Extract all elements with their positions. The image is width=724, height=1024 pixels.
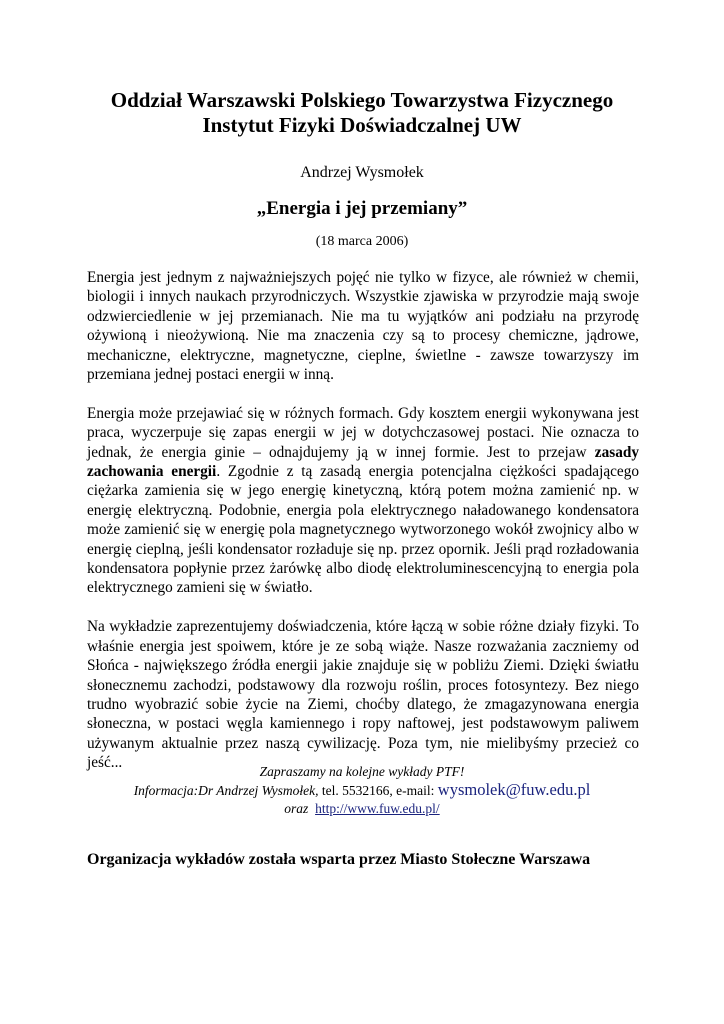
author: Andrzej Wysmołek [300,164,424,181]
header [0,88,724,251]
oraz-label: oraz [284,801,309,816]
lecture-date: (18 marca 2006) [315,234,409,249]
footer-info [0,763,724,818]
lecture-title: „Energia i jej przemiany” [256,198,468,219]
paragraph-2-end: . Zgodnie z tą zasadą energia potencjalna ciężkości spadającego ciężarka zamienia się w jego energię kinetyczną, którą potem można zamienić np. w energię elektryczną. Podobnie, energia pola elektrycznego naładowanego kondensatora może zamienić się w energię pola magnetycznego wytworzonego wokół zwojnicy albo w energię cieplną, jeśli kondensator rozładuje się np. przez opornik. Jeśli prąd rozładowania kondensatora popłynie przez żarówkę albo diodę elektroluminescencyjną to energia pola elektrycznego zamieni się w światło. [87,463,639,597]
invite-line: Zapraszamy na kolejne wykłady PTF! [259,764,465,779]
url-line [0,800,724,818]
org-line-2: Instytut Fizyki Doświadczalnej UW [202,113,522,137]
paragraph-2 [87,404,639,598]
paragraph-2-start: Energia może przejawiać się w różnych formach. Gdy kosztem energii wykonywana jest praca, wyczerpuje się zapas energii w jej w dotychczasowej postaci. Nie oznacza to jednak, że energia ginie – odnajdujemy ją w innej formie. Jest to przejaw [87,404,639,461]
sponsor-note: Organizacja wykładów została wsparta przez Miasto Stołeczne Warszawa [87,851,591,868]
body-text [87,268,639,792]
org-line-1: Oddział Warszawski Polskiego Towarzystwa Fizycznego [110,88,614,112]
website-link[interactable]: http://www.fuw.edu.pl/ [315,801,440,816]
contact-line [0,781,724,800]
email-link[interactable]: wysmolek@fuw.edu.pl [437,780,591,799]
paragraph-2-bold: zasady zachowania energii [87,443,639,481]
phone-text: tel. 5532166, e-mail: [318,783,438,798]
paragraph-3: Na wykładzie zaprezentujemy doświadczenia, które łączą w sobie różne działy fizyki. To właśnie energia jest spoiwem, które je ze sobą wiąże. Nasze rozważania zaczniemy od Słońca - największego źródła energii jakie znajduje się w pobliżu Ziemi. Dzięki światłu słonecznemu zachodzi, podstawowy dla rozwoju roślin, proces fotosyntezy. Bez niego trudno wyobrazić sobie życie na Ziemi, choćby dlatego, że zmagazynowana energia słoneczna, w postaci węgla kamiennego i ropy naftowej, jest podstawowym paliwem używanym aktualnie przez naszą cywilizację. Poza tym, nie mielibyśmy przecież co jeść... [87,618,639,772]
paragraph-1: Energia jest jednym z najważniejszych pojęć nie tylko w fizyce, ale również w chemii, biologii i innych naukach przyrodniczych. Wszystkie zjawiska w przyrodzie mają swoje odzwierciedlenie w jej przemianach. Nie ma tu wyjątków ani podziału na przyrodę ożywioną i nieożywioną. Nie ma znaczenia czy są to procesy chemiczne, jądrowe, mechaniczne, elektryczne, magnetyczne, cieplne, świetlne - zawsze towarzyszy im przemiana jednej postaci energii w inną. [87,269,639,384]
info-label: Informacja:Dr Andrzej Wysmołek, [133,783,319,798]
